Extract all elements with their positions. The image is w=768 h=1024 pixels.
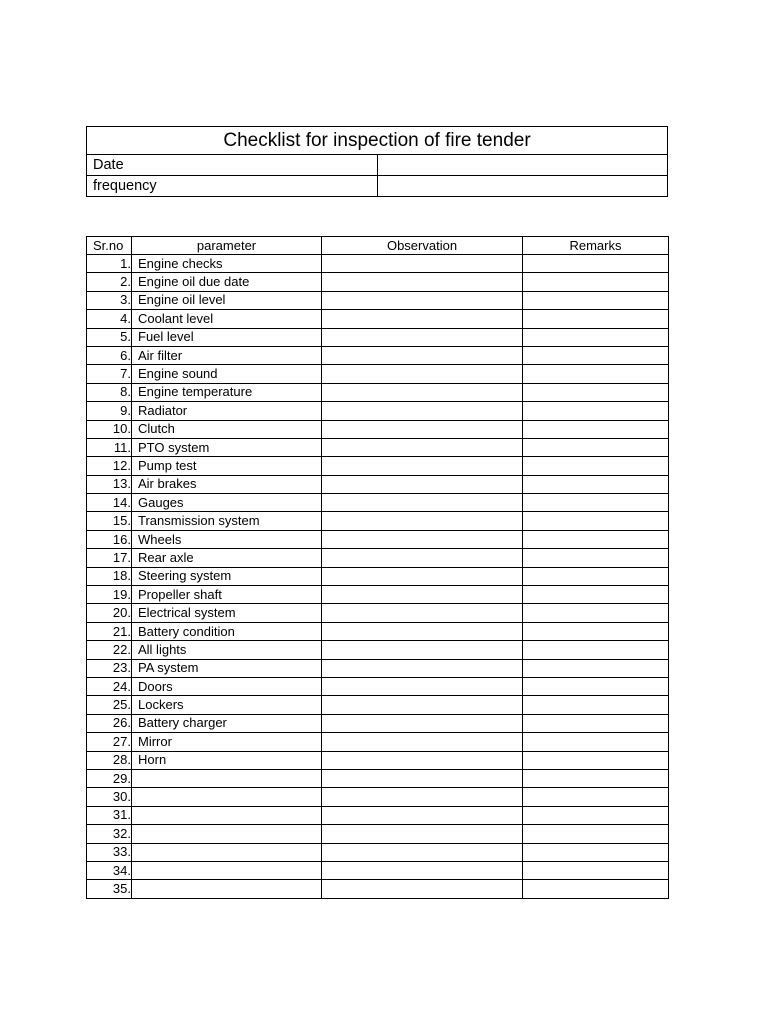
row-observation-cell[interactable]: [322, 457, 523, 475]
row-observation-cell[interactable]: [322, 530, 523, 548]
column-header-observation: Observation: [322, 237, 523, 255]
row-remarks-cell[interactable]: [523, 291, 669, 309]
table-row: [87, 733, 669, 751]
row-number: 14.: [87, 494, 132, 512]
row-number: 6.: [87, 346, 132, 364]
row-parameter: Wheels: [132, 530, 322, 548]
row-remarks-cell[interactable]: [523, 880, 669, 898]
row-number: 8.: [87, 383, 132, 401]
row-remarks-cell[interactable]: [523, 457, 669, 475]
table-row: [87, 383, 669, 401]
column-header-remarks: Remarks: [523, 237, 669, 255]
row-number: 13.: [87, 475, 132, 493]
row-number: 28.: [87, 751, 132, 769]
table-row: [87, 402, 669, 420]
row-parameter: Clutch: [132, 420, 322, 438]
table-row: [87, 346, 669, 364]
row-number: 32.: [87, 825, 132, 843]
table-row: [87, 567, 669, 585]
row-observation-cell[interactable]: [322, 604, 523, 622]
row-observation-cell[interactable]: [322, 806, 523, 824]
row-parameter: Propeller shaft: [132, 586, 322, 604]
table-row: [87, 622, 669, 640]
row-parameter: Horn: [132, 751, 322, 769]
table-row: [87, 420, 669, 438]
page-title: Checklist for inspection of fire tender: [87, 127, 668, 155]
row-number: 27.: [87, 733, 132, 751]
row-remarks-cell[interactable]: [523, 420, 669, 438]
row-parameter: [132, 880, 322, 898]
row-parameter: Coolant level: [132, 310, 322, 328]
row-observation-cell[interactable]: [322, 512, 523, 530]
row-remarks-cell[interactable]: [523, 255, 669, 273]
row-remarks-cell[interactable]: [523, 769, 669, 787]
row-number: 16.: [87, 530, 132, 548]
table-row: [87, 641, 669, 659]
row-parameter: Transmission system: [132, 512, 322, 530]
row-number: 3.: [87, 291, 132, 309]
row-remarks-cell[interactable]: [523, 310, 669, 328]
row-remarks-cell[interactable]: [523, 714, 669, 732]
row-number: 10.: [87, 420, 132, 438]
row-observation-cell[interactable]: [322, 641, 523, 659]
table-row: [87, 714, 669, 732]
row-number: 9.: [87, 402, 132, 420]
row-observation-cell[interactable]: [322, 733, 523, 751]
row-observation-cell[interactable]: [322, 273, 523, 291]
table-row: [87, 475, 669, 493]
row-remarks-cell[interactable]: [523, 788, 669, 806]
row-remarks-cell[interactable]: [523, 604, 669, 622]
row-parameter: Mirror: [132, 733, 322, 751]
row-parameter: Battery condition: [132, 622, 322, 640]
row-remarks-cell[interactable]: [523, 861, 669, 879]
row-remarks-cell[interactable]: [523, 659, 669, 677]
table-row: [87, 677, 669, 695]
row-observation-cell[interactable]: [322, 549, 523, 567]
row-remarks-cell[interactable]: [523, 586, 669, 604]
table-row: [87, 273, 669, 291]
row-remarks-cell[interactable]: [523, 806, 669, 824]
table-row: [87, 659, 669, 677]
row-remarks-cell[interactable]: [523, 346, 669, 364]
row-observation-cell[interactable]: [322, 586, 523, 604]
row-parameter: Engine oil due date: [132, 273, 322, 291]
row-number: 34.: [87, 861, 132, 879]
row-parameter: Air filter: [132, 346, 322, 364]
row-parameter: Engine oil level: [132, 291, 322, 309]
row-observation-cell[interactable]: [322, 659, 523, 677]
frequency-label: frequency: [87, 176, 378, 197]
table-row: [87, 291, 669, 309]
row-remarks-cell[interactable]: [523, 365, 669, 383]
row-number: 31.: [87, 806, 132, 824]
table-row: [87, 769, 669, 787]
row-parameter: Engine checks: [132, 255, 322, 273]
table-row: [87, 530, 669, 548]
row-remarks-cell[interactable]: [523, 475, 669, 493]
row-parameter: PA system: [132, 659, 322, 677]
row-observation-cell[interactable]: [322, 365, 523, 383]
row-parameter: Fuel level: [132, 328, 322, 346]
row-observation-cell[interactable]: [322, 677, 523, 695]
date-label: Date: [87, 155, 378, 176]
row-observation-cell[interactable]: [322, 494, 523, 512]
row-number: 4.: [87, 310, 132, 328]
row-remarks-cell[interactable]: [523, 530, 669, 548]
row-number: 25.: [87, 696, 132, 714]
row-parameter: [132, 825, 322, 843]
row-parameter: Gauges: [132, 494, 322, 512]
row-observation-cell[interactable]: [322, 291, 523, 309]
row-parameter: [132, 861, 322, 879]
row-observation-cell[interactable]: [322, 402, 523, 420]
row-observation-cell[interactable]: [322, 880, 523, 898]
row-parameter: [132, 769, 322, 787]
row-number: 20.: [87, 604, 132, 622]
row-number: 5.: [87, 328, 132, 346]
row-observation-cell[interactable]: [322, 310, 523, 328]
row-parameter: Electrical system: [132, 604, 322, 622]
row-remarks-cell[interactable]: [523, 567, 669, 585]
row-remarks-cell[interactable]: [523, 696, 669, 714]
row-observation-cell[interactable]: [322, 714, 523, 732]
row-remarks-cell[interactable]: [523, 549, 669, 567]
row-parameter: PTO system: [132, 438, 322, 456]
table-row: [87, 880, 669, 898]
row-observation-cell[interactable]: [322, 567, 523, 585]
row-parameter: Engine temperature: [132, 383, 322, 401]
row-number: 2.: [87, 273, 132, 291]
table-row: [87, 751, 669, 769]
row-number: 11.: [87, 438, 132, 456]
row-parameter: Rear axle: [132, 549, 322, 567]
row-number: 19.: [87, 586, 132, 604]
column-header-srno: Sr.no: [87, 237, 132, 255]
row-observation-cell[interactable]: [322, 475, 523, 493]
table-row: [87, 310, 669, 328]
row-observation-cell[interactable]: [322, 622, 523, 640]
row-observation-cell[interactable]: [322, 788, 523, 806]
row-remarks-cell[interactable]: [523, 677, 669, 695]
table-row: [87, 843, 669, 861]
table-row: [87, 438, 669, 456]
table-row: [87, 806, 669, 824]
table-row: [87, 457, 669, 475]
row-observation-cell[interactable]: [322, 751, 523, 769]
row-parameter: All lights: [132, 641, 322, 659]
row-parameter: Engine sound: [132, 365, 322, 383]
table-row: [87, 696, 669, 714]
row-remarks-cell[interactable]: [523, 512, 669, 530]
row-remarks-cell[interactable]: [523, 383, 669, 401]
table-row: [87, 861, 669, 879]
row-number: 22.: [87, 641, 132, 659]
row-observation-cell[interactable]: [322, 383, 523, 401]
table-row: [87, 788, 669, 806]
table-row: [87, 328, 669, 346]
row-parameter: Lockers: [132, 696, 322, 714]
row-number: 7.: [87, 365, 132, 383]
row-remarks-cell[interactable]: [523, 622, 669, 640]
table-row: [87, 549, 669, 567]
row-remarks-cell[interactable]: [523, 751, 669, 769]
row-number: 35.: [87, 880, 132, 898]
row-remarks-cell[interactable]: [523, 273, 669, 291]
row-number: 30.: [87, 788, 132, 806]
frequency-field[interactable]: [377, 176, 668, 197]
row-number: 12.: [87, 457, 132, 475]
row-number: 24.: [87, 677, 132, 695]
row-observation-cell[interactable]: [322, 843, 523, 861]
row-remarks-cell[interactable]: [523, 402, 669, 420]
row-remarks-cell[interactable]: [523, 438, 669, 456]
date-field[interactable]: [377, 155, 668, 176]
table-row: [87, 825, 669, 843]
row-number: 26.: [87, 714, 132, 732]
row-number: 29.: [87, 769, 132, 787]
row-number: 21.: [87, 622, 132, 640]
row-observation-cell[interactable]: [322, 861, 523, 879]
row-observation-cell[interactable]: [322, 255, 523, 273]
row-remarks-cell[interactable]: [523, 825, 669, 843]
row-observation-cell[interactable]: [322, 328, 523, 346]
row-parameter: [132, 788, 322, 806]
table-row: [87, 512, 669, 530]
header-table: [86, 126, 668, 197]
row-remarks-cell[interactable]: [523, 733, 669, 751]
table-row: [87, 494, 669, 512]
row-parameter: Doors: [132, 677, 322, 695]
table-row: [87, 255, 669, 273]
row-observation-cell[interactable]: [322, 769, 523, 787]
checklist-table: [86, 236, 669, 899]
row-parameter: Battery charger: [132, 714, 322, 732]
row-observation-cell[interactable]: [322, 696, 523, 714]
row-remarks-cell[interactable]: [523, 641, 669, 659]
row-observation-cell[interactable]: [322, 420, 523, 438]
column-header-parameter: parameter: [132, 237, 322, 255]
row-remarks-cell[interactable]: [523, 843, 669, 861]
row-number: 18.: [87, 567, 132, 585]
table-row: [87, 365, 669, 383]
row-parameter: Steering system: [132, 567, 322, 585]
row-number: 15.: [87, 512, 132, 530]
table-row: [87, 604, 669, 622]
row-number: 17.: [87, 549, 132, 567]
row-parameter: Air brakes: [132, 475, 322, 493]
row-parameter: [132, 806, 322, 824]
row-parameter: Radiator: [132, 402, 322, 420]
table-row: [87, 586, 669, 604]
row-observation-cell[interactable]: [322, 346, 523, 364]
row-parameter: [132, 843, 322, 861]
row-number: 1.: [87, 255, 132, 273]
row-remarks-cell[interactable]: [523, 494, 669, 512]
row-number: 23.: [87, 659, 132, 677]
row-remarks-cell[interactable]: [523, 328, 669, 346]
row-parameter: Pump test: [132, 457, 322, 475]
row-observation-cell[interactable]: [322, 438, 523, 456]
table-header-row: [87, 237, 669, 255]
row-number: 33.: [87, 843, 132, 861]
row-observation-cell[interactable]: [322, 825, 523, 843]
